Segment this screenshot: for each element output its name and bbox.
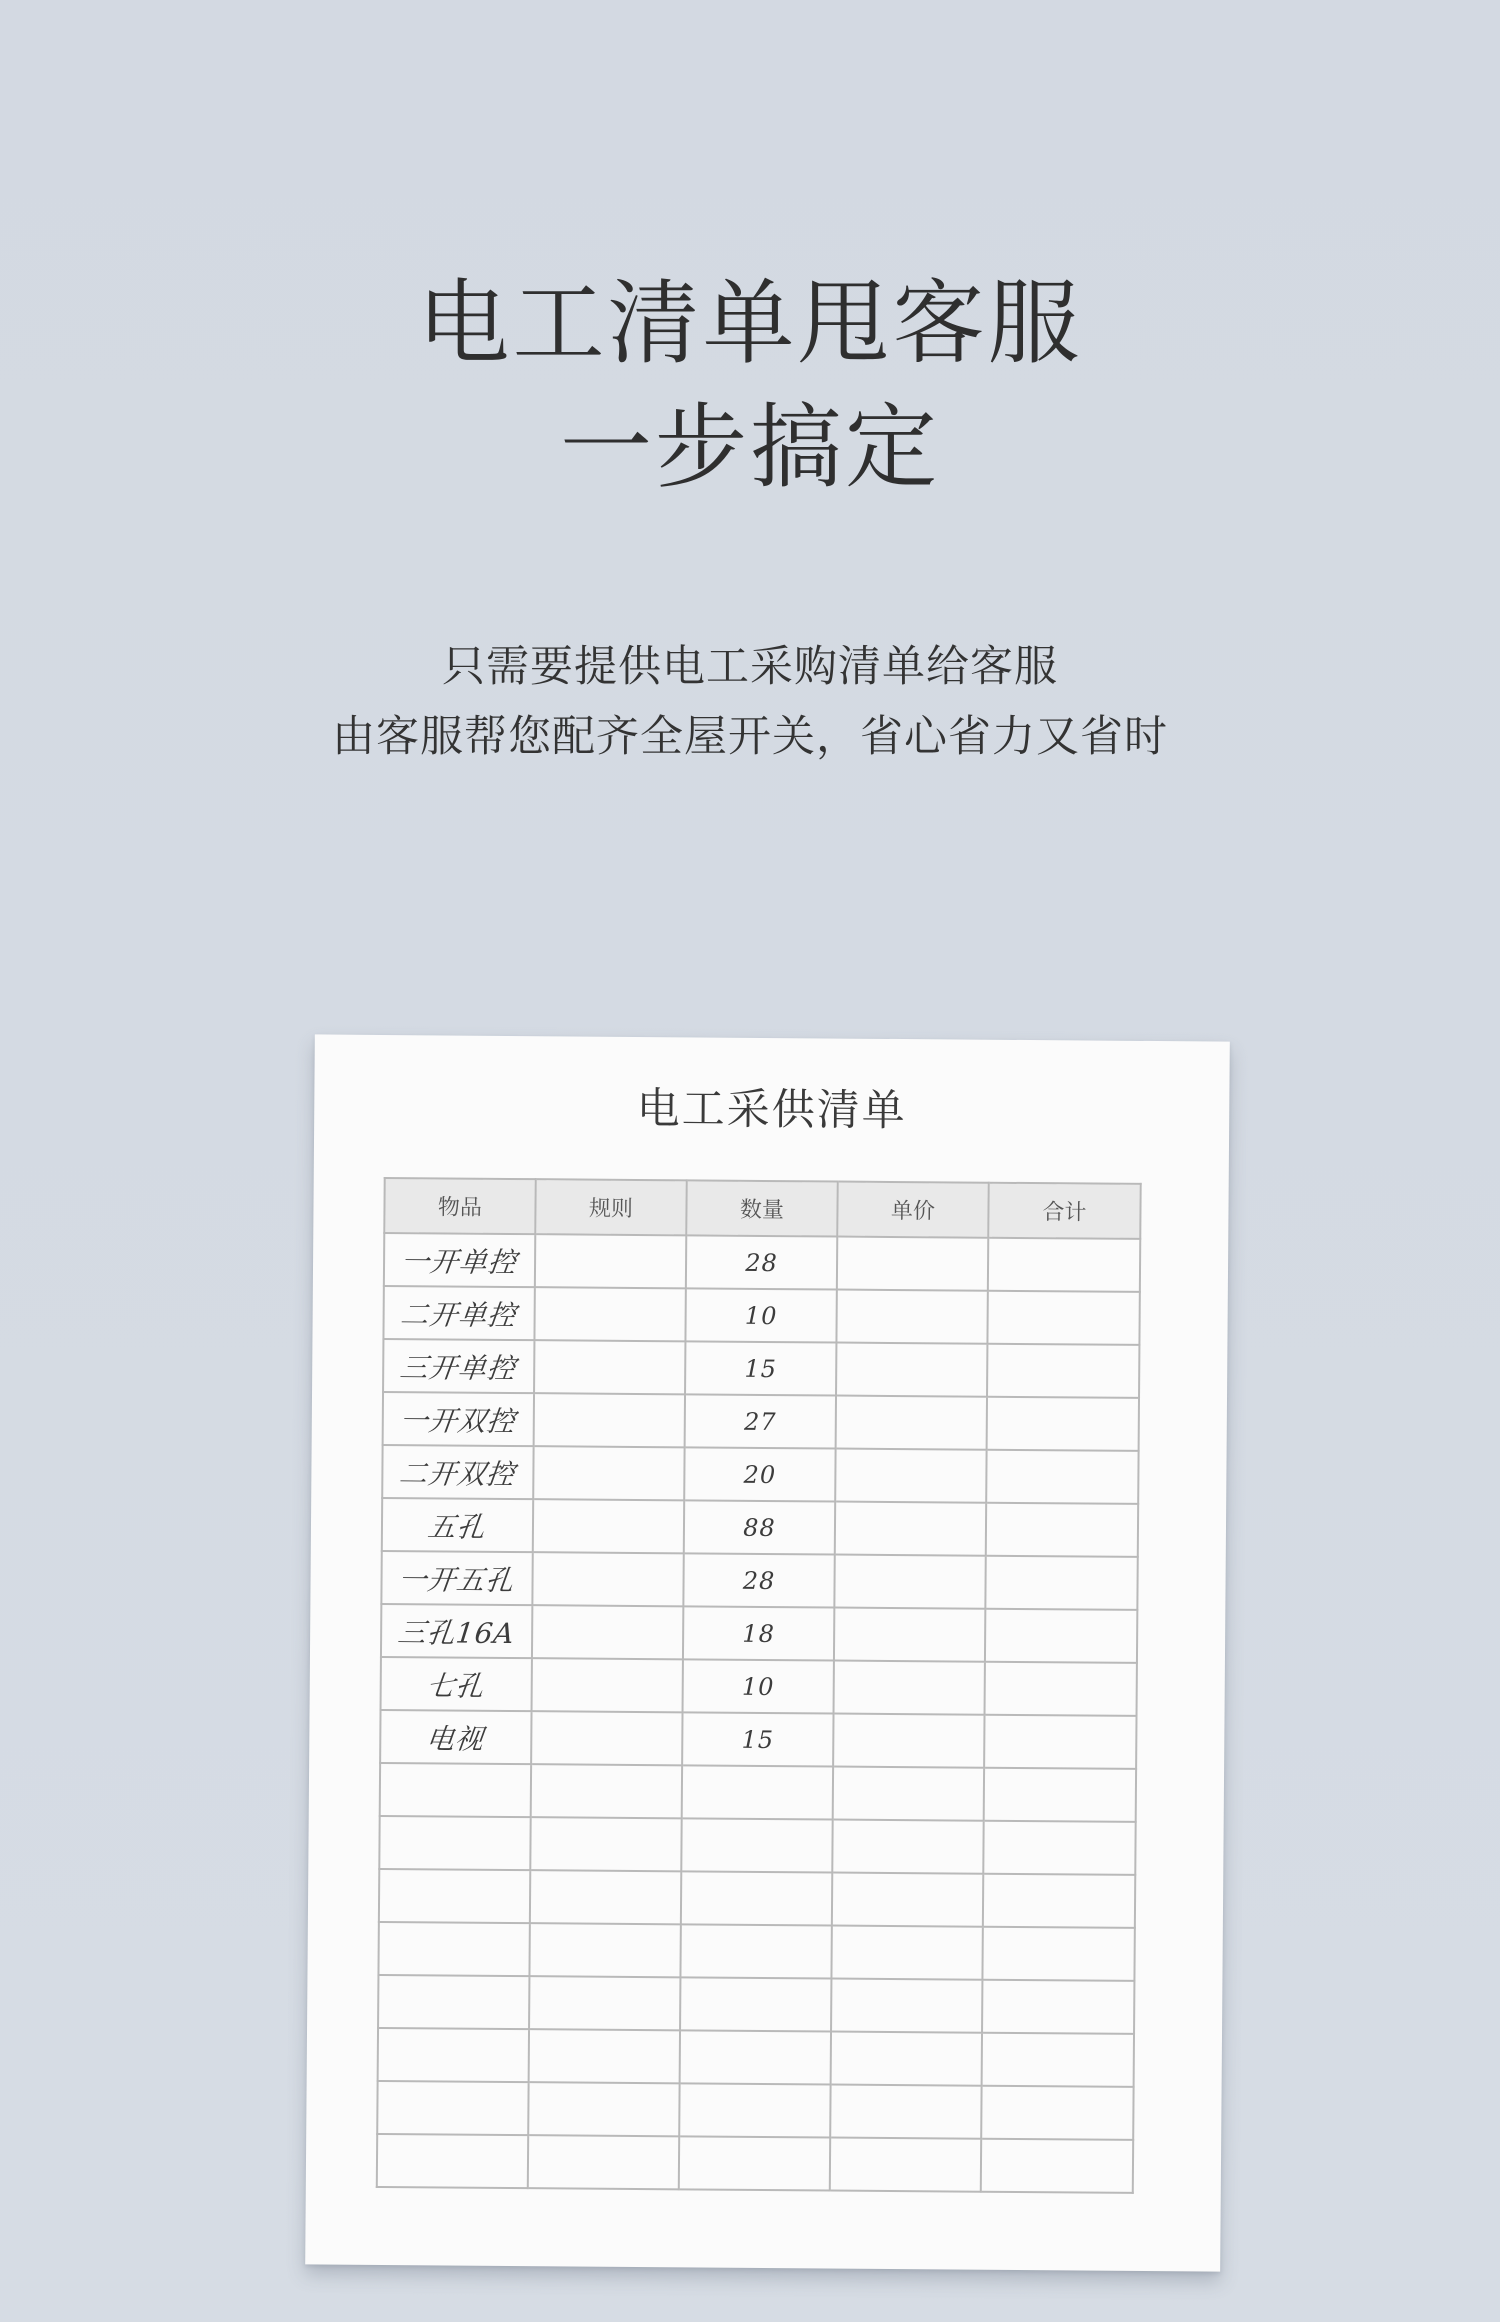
headline [0, 262, 1500, 510]
cell-spec [528, 2135, 679, 2189]
cell-total [987, 1397, 1139, 1451]
cell-quantity-text: 18 [742, 1619, 776, 1648]
cell-spec [532, 1552, 683, 1606]
table-row [379, 1869, 1135, 1928]
cell-unit-price [833, 1767, 984, 1821]
cell-total [982, 2033, 1134, 2087]
cell-total [987, 1291, 1139, 1345]
cell-quantity-text: 28 [742, 1566, 776, 1595]
cell-unit-price [831, 1979, 982, 2033]
table-body [377, 1233, 1140, 2193]
cell-spec [534, 1340, 685, 1394]
cell-spec [529, 1923, 680, 1977]
cell-quantity [681, 1818, 832, 1872]
subline [0, 632, 1500, 772]
cell-item [384, 1233, 535, 1287]
cell-unit-price [834, 1661, 985, 1715]
cell-item-text: 一开双控 [398, 1403, 519, 1438]
table-row [383, 1286, 1139, 1345]
column-header-quantity: 数量 [686, 1180, 837, 1236]
cell-spec [529, 2029, 680, 2083]
cell-item-text: 一开五孔 [397, 1562, 517, 1597]
cell-quantity [682, 1765, 833, 1819]
cell-spec [531, 1711, 682, 1765]
cell-quantity [679, 2083, 830, 2137]
cell-total [984, 1768, 1136, 1822]
cell-total [981, 2139, 1133, 2193]
purchase-table [376, 1177, 1142, 2194]
purchase-list-sheet [305, 1034, 1230, 2271]
cell-spec [534, 1287, 685, 1341]
cell-quantity [680, 1977, 831, 2031]
cell-unit-price [836, 1290, 987, 1344]
cell-quantity [683, 1553, 834, 1607]
cell-total [983, 1821, 1135, 1875]
cell-total [986, 1450, 1138, 1504]
headline-line-1: 电工清单甩客服 [417, 270, 1083, 377]
cell-spec [535, 1234, 686, 1288]
table-row [378, 1975, 1134, 2034]
cell-item [380, 1710, 531, 1764]
cell-quantity-text: 88 [743, 1513, 776, 1542]
cell-item [382, 1498, 533, 1552]
cell-item-text: 七孔 [425, 1668, 487, 1703]
cell-total [987, 1344, 1139, 1398]
cell-quantity [685, 1394, 836, 1448]
cell-unit-price [833, 1714, 984, 1768]
cell-item [383, 1392, 534, 1446]
cell-quantity [685, 1288, 836, 1342]
cell-spec [534, 1393, 685, 1447]
cell-spec [530, 1870, 681, 1924]
cell-item-text: 二开单控 [399, 1297, 519, 1332]
cell-total [983, 1874, 1135, 1928]
cell-unit-price [832, 1820, 983, 1874]
table-row [380, 1710, 1136, 1769]
cell-spec [532, 1658, 683, 1712]
cell-quantity-text: 10 [744, 1301, 778, 1330]
subline-line-1: 只需要提供电工采购清单给客服 [442, 642, 1058, 692]
cell-item-text: 电视 [424, 1721, 487, 1756]
sheet-title: 电工采供清单 [636, 1083, 907, 1137]
cell-item [380, 1763, 531, 1817]
column-header-total: 合计 [988, 1183, 1140, 1239]
cell-quantity-text: 15 [741, 1725, 775, 1754]
cell-total [986, 1503, 1138, 1557]
cell-spec [531, 1764, 682, 1818]
cell-spec [533, 1446, 684, 1500]
cell-quantity [680, 1924, 831, 1978]
cell-quantity-text: 10 [741, 1672, 775, 1701]
subline-line-2: 由客服帮您配齐全屋开关，省心省力又省时 [332, 712, 1168, 762]
cell-total [985, 1662, 1137, 1716]
cell-item [379, 1869, 530, 1923]
cell-item-text: 五孔 [426, 1509, 489, 1544]
cell-quantity-text: 20 [743, 1460, 777, 1489]
cell-quantity [681, 1871, 832, 1925]
table-row [378, 1922, 1134, 1981]
cell-total [985, 1609, 1137, 1663]
cell-unit-price [834, 1608, 985, 1662]
cell-item [379, 1816, 530, 1870]
cell-unit-price [836, 1396, 987, 1450]
cell-unit-price [836, 1343, 987, 1397]
headline-line-2: 一步搞定 [559, 394, 940, 501]
cell-unit-price [832, 1873, 983, 1927]
cell-quantity [684, 1447, 835, 1501]
table-row [383, 1392, 1139, 1451]
cell-item [378, 1922, 529, 1976]
cell-quantity [686, 1235, 837, 1289]
cell-item-text: 二开双控 [397, 1456, 518, 1491]
cell-unit-price [835, 1449, 986, 1503]
cell-unit-price [831, 1926, 982, 1980]
cell-item [378, 2028, 529, 2082]
table-row [381, 1657, 1137, 1716]
column-header-unit-price: 单价 [837, 1182, 988, 1238]
column-header-spec: 规则 [535, 1179, 686, 1235]
cell-spec [532, 1605, 683, 1659]
cell-total [985, 1556, 1137, 1610]
cell-item [383, 1286, 534, 1340]
cell-unit-price [837, 1237, 988, 1291]
cell-unit-price [830, 2138, 981, 2192]
table-row [384, 1233, 1140, 1292]
cell-spec [533, 1499, 684, 1553]
cell-item [381, 1604, 532, 1658]
cell-item [381, 1551, 532, 1605]
cell-unit-price [835, 1502, 986, 1556]
cell-item-text: 三开单控 [398, 1350, 519, 1385]
cell-unit-price [831, 2032, 982, 2086]
cell-quantity-text: 28 [745, 1248, 778, 1277]
cell-total [988, 1238, 1140, 1292]
cell-total [984, 1715, 1136, 1769]
cell-item-text: 三孔16A [396, 1615, 517, 1650]
cell-quantity [683, 1606, 834, 1660]
column-header-item: 物品 [384, 1178, 535, 1234]
cell-total [981, 2086, 1133, 2140]
cell-spec [529, 1976, 680, 2030]
cell-item [382, 1445, 533, 1499]
cell-spec [528, 2082, 679, 2136]
table-row [379, 1816, 1135, 1875]
cell-quantity [682, 1712, 833, 1766]
cell-item [377, 2081, 528, 2135]
cell-quantity-text: 27 [743, 1407, 777, 1436]
table-row [381, 1604, 1137, 1663]
cell-quantity-text: 15 [744, 1354, 778, 1383]
cell-unit-price [830, 2085, 981, 2139]
table-row [382, 1498, 1138, 1557]
table-row [381, 1551, 1137, 1610]
table-row [378, 2028, 1134, 2087]
cell-unit-price [834, 1555, 985, 1609]
table-row [382, 1445, 1138, 1504]
cell-item [383, 1339, 534, 1393]
cell-quantity [685, 1341, 836, 1395]
cell-item [381, 1657, 532, 1711]
cell-quantity [680, 2030, 831, 2084]
cell-item [377, 2134, 528, 2188]
table-row [383, 1339, 1139, 1398]
cell-total [982, 1980, 1134, 2034]
cell-quantity [684, 1500, 835, 1554]
table-row [377, 2134, 1133, 2193]
cell-item [378, 1975, 529, 2029]
cell-item-text: 一开单控 [399, 1244, 520, 1279]
table-row [380, 1763, 1136, 1822]
cell-spec [530, 1817, 681, 1871]
cell-quantity [683, 1659, 834, 1713]
cell-total [982, 1927, 1134, 1981]
table-row [377, 2081, 1133, 2140]
table-header-row [384, 1178, 1140, 1239]
cell-quantity [679, 2136, 830, 2190]
